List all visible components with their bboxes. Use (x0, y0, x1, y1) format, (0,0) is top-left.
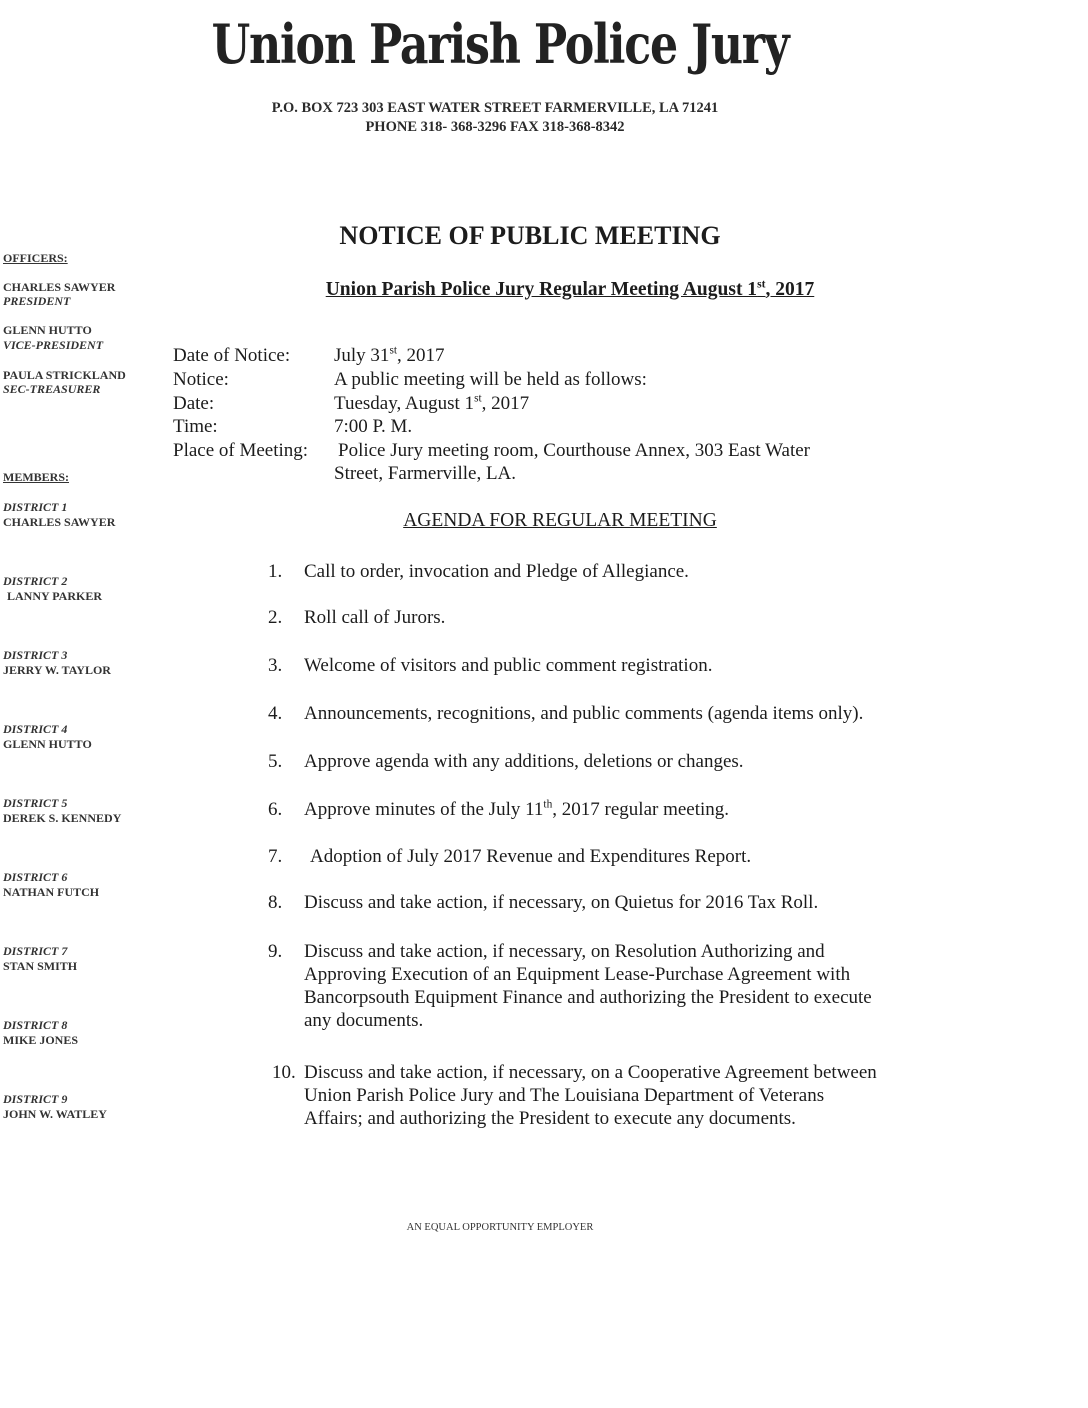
letterhead-phone-fax: PHONE 318- 368-3296 FAX 318-368-8342 (365, 119, 625, 135)
agenda-item-number: 10. (272, 1062, 296, 1083)
place-value-line1: Police Jury meeting room, Courthouse Annex, 303 East Water (338, 440, 810, 461)
officer-role: SEC-TREASURER (3, 382, 101, 396)
time-value: 7:00 P. M. (334, 416, 413, 437)
agenda-item-text: Call to order, invocation and Pledge of Allegiance. (304, 561, 689, 582)
agenda-item-number: 3. (268, 655, 283, 676)
agenda-item-line: Discuss and take action, if necessary, on Resolution Authorizing and (304, 941, 825, 962)
notice-value: A public meeting will be held as follows: (334, 369, 647, 390)
agenda-item-text: Roll call of Jurors. (304, 607, 446, 628)
member-name: JERRY W. TAYLOR (3, 663, 111, 677)
agenda-item-text: Discuss and take action, if necessary, on Quietus for 2016 Tax Roll. (304, 892, 819, 913)
agenda-item-line: Approving Execution of an Equipment Lease-Purchase Agreement with (304, 964, 851, 985)
agenda-item-line: Affairs; and authorizing the President to execute any documents. (304, 1108, 796, 1129)
footer-eoe: AN EQUAL OPPORTUNITY EMPLOYER (406, 1222, 594, 1233)
agenda-item-text: Announcements, recognitions, and public comments (agenda items only). (304, 703, 864, 724)
agenda-item-text: Approve agenda with any additions, deletions or changes. (304, 751, 744, 772)
member-name: LANNY PARKER (7, 589, 102, 603)
members-heading: MEMBERS: (3, 470, 69, 484)
member-district: DISTRICT 7 (3, 944, 68, 958)
agenda-item-number: 4. (268, 703, 283, 724)
agenda-item-number: 8. (268, 892, 283, 913)
place-label: Place of Meeting: (173, 440, 309, 461)
member-name: NATHAN FUTCH (3, 885, 100, 899)
agenda-item-number: 9. (268, 941, 283, 962)
member-name: GLENN HUTTO (3, 737, 92, 751)
officers-heading: OFFICERS: (3, 251, 68, 265)
member-district: DISTRICT 9 (3, 1092, 68, 1106)
member-district: DISTRICT 8 (3, 1018, 68, 1032)
agenda-item-line: Discuss and take action, if necessary, on a Cooperative Agreement between (304, 1062, 877, 1083)
agenda-item-number: 1. (268, 561, 283, 582)
member-district: DISTRICT 1 (3, 500, 68, 514)
agenda-item-text: Approve minutes of the July 11th, 2017 regular meeting. (304, 798, 730, 820)
member-district: DISTRICT 6 (3, 870, 68, 884)
agenda-item-number: 5. (268, 751, 283, 772)
meeting-subtitle: Union Parish Police Jury Regular Meeting August 1st, 2017 (325, 277, 815, 300)
agenda-item-number: 2. (268, 607, 283, 628)
member-district: DISTRICT 2 (3, 574, 68, 588)
agenda-heading: AGENDA FOR REGULAR MEETING (403, 510, 717, 531)
member-name: JOHN W. WATLEY (3, 1107, 107, 1121)
place-value-line2: Street, Farmerville, LA. (334, 463, 517, 484)
agenda-item-line: Bancorpsouth Equipment Finance and authorizing the President to execute (304, 987, 872, 1008)
agenda-item-number: 6. (268, 799, 283, 820)
officer-name: GLENN HUTTO (3, 323, 92, 337)
time-label: Time: (173, 416, 218, 437)
officer-name: CHARLES SAWYER (3, 280, 116, 294)
agenda-item-line: any documents. (304, 1010, 424, 1031)
agenda-item-text (304, 1061, 952, 1130)
letterhead-address: P.O. BOX 723 303 EAST WATER STREET FARMERVILLE, LA 71241 (271, 100, 719, 116)
member-name: STAN SMITH (3, 959, 78, 973)
officer-role: PRESIDENT (3, 294, 71, 308)
date-of-notice-value: July 31st, 2017 (334, 344, 445, 366)
member-district: DISTRICT 4 (3, 722, 68, 736)
officer-role: VICE-PRESIDENT (3, 338, 104, 352)
notice-label: Notice: (173, 369, 229, 390)
officer-name: PAULA STRICKLAND (3, 368, 126, 382)
date-value: Tuesday, August 1st, 2017 (334, 392, 530, 414)
member-name: DEREK S. KENNEDY (3, 811, 122, 825)
agenda-item-text (304, 940, 952, 1032)
member-district: DISTRICT 3 (3, 648, 68, 662)
letterhead-title: Union Parish Police Jury (211, 12, 789, 76)
member-name: CHARLES SAWYER (3, 515, 116, 529)
agenda-item-text: Welcome of visitors and public comment registration. (304, 655, 713, 676)
agenda-item-line: Union Parish Police Jury and The Louisiana Department of Veterans (304, 1085, 825, 1106)
notice-title: NOTICE OF PUBLIC MEETING (339, 221, 721, 250)
member-district: DISTRICT 5 (3, 796, 68, 810)
agenda-item-number: 7. (268, 846, 283, 867)
member-name: MIKE JONES (3, 1033, 79, 1047)
date-label: Date: (173, 393, 215, 414)
date-of-notice-label: Date of Notice: (173, 345, 291, 366)
agenda-item-text: Adoption of July 2017 Revenue and Expenditures Report. (310, 846, 752, 867)
